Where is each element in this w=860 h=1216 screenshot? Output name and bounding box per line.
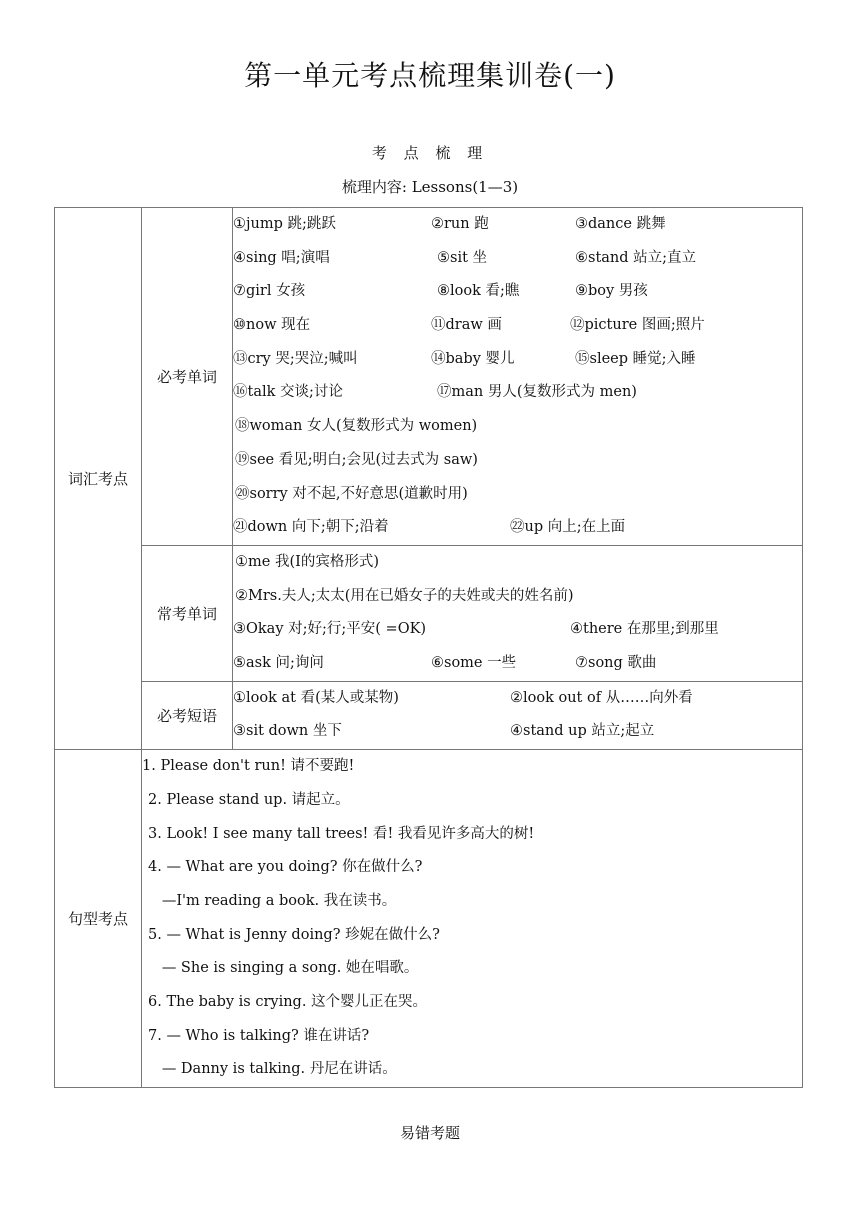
word-row (233, 376, 802, 410)
sentence-line: — She is singing a song. 她在唱歌。 (148, 960, 419, 977)
word-row (233, 309, 802, 343)
required-phrases-label: 必考短语 (142, 681, 233, 749)
word-row (233, 444, 802, 478)
sentence-line: — Danny is talking. 丹尼在讲话。 (148, 1061, 397, 1078)
word-row (233, 647, 802, 681)
section-heading-mistakes: 易错考题 (399, 1124, 460, 1142)
phrase-row (233, 682, 802, 716)
word-item: ㉑down 向下;朝下;沿着 (233, 519, 389, 536)
word-item: ①me 我(Ⅰ的宾格形式) (235, 554, 379, 570)
phrase-row (233, 715, 802, 749)
word-item: ⑭baby 婴儿 (431, 350, 515, 367)
word-item: ⑯talk 交谈;讨论 (233, 384, 343, 401)
word-row (233, 208, 802, 242)
word-item: ㉒up 向上;在上面 (510, 519, 626, 536)
word-row (233, 410, 802, 444)
word-item: ⑫picture 图画;照片 (570, 317, 705, 334)
word-item: ⑱woman 女人(复数形式为 women) (235, 418, 478, 435)
word-row (233, 580, 802, 614)
word-row (233, 242, 802, 276)
word-item: ④there 在那里;到那里 (570, 621, 719, 638)
sentence-line: 2. Please stand up. 请起立。 (148, 791, 350, 808)
word-item: ⑩now 现在 (233, 317, 311, 334)
word-item: ⑲see 看见;明白;会见(过去式为 saw) (235, 451, 478, 468)
word-row (233, 478, 802, 512)
word-item: ⑮sleep 睡觉;入睡 (575, 350, 696, 367)
review-table (54, 207, 803, 1088)
sentence-line: 7. — Who is talking? 谁在讲话? (148, 1027, 370, 1044)
word-item: ⑨boy 男孩 (575, 283, 648, 300)
phrase-item: ②look out of 从……向外看 (510, 689, 693, 706)
word-item: ③Okay 对;好;行;平安( =OK) (233, 621, 427, 638)
word-row (233, 613, 802, 647)
word-item: ⑳sorry 对不起,不好意思(道歉时用) (235, 485, 468, 502)
phrase-item: ③sit down 坐下 (233, 723, 342, 740)
required-phrases-cell (233, 681, 803, 749)
word-row (233, 275, 802, 309)
sentence-line: 1. Please don't run! 请不要跑! (142, 758, 355, 775)
word-row (233, 511, 802, 545)
sentence-line: 6. The baby is crying. 这个婴儿正在哭。 (148, 993, 428, 1010)
sentence-category: 句型考点 (55, 750, 142, 1088)
word-item: ⑧look 看;瞧 (437, 283, 520, 300)
word-item: ④sing 唱;演唱 (233, 249, 330, 266)
word-row (233, 343, 802, 377)
word-item: ⑬cry 哭;哭泣;喊叫 (233, 350, 358, 367)
word-item: ⑦song 歌曲 (575, 655, 657, 672)
sentence-line: 5. — What is Jenny doing? 珍妮在做什么? (148, 926, 440, 943)
sentence-cell (142, 750, 803, 1088)
required-words-cell (233, 208, 803, 546)
word-item: ②run 跑 (431, 216, 489, 232)
sentence-line: 3. Look! I see many tall trees! 看! 我看见许多高大的树! (148, 825, 535, 842)
word-item: ⑤ask 问;询问 (233, 655, 324, 672)
phrase-item: ④stand up 站立;起立 (510, 723, 655, 740)
word-item: ⑥stand 站立;直立 (575, 249, 697, 266)
word-item: ②Mrs.夫人;太太(用在已婚女子的夫姓或夫的姓名前) (235, 587, 574, 604)
review-scope: 梳理内容: Lessons(1—3) (341, 178, 519, 196)
required-words-label: 必考单词 (142, 208, 233, 546)
common-words-cell (233, 546, 803, 682)
section-heading: 考 点 梳 理 (371, 144, 489, 162)
sentence-line: —I'm reading a book. 我在读书。 (148, 892, 397, 909)
word-item: ⑰man 男人(复数形式为 men) (437, 384, 637, 401)
word-item: ⑦girl 女孩 (233, 283, 306, 300)
phrase-item: ①look at 看(某人或某物) (233, 689, 399, 706)
word-item: ①jump 跳;跳跃 (233, 216, 336, 232)
word-row (233, 546, 802, 580)
vocab-category: 词汇考点 (55, 208, 142, 750)
word-item: ⑤sit 坐 (437, 249, 488, 266)
page-title: 第一单元考点梳理集训卷(一) (244, 59, 616, 92)
word-item: ③dance 跳舞 (575, 216, 666, 232)
sentence-line: 4. — What are you doing? 你在做什么? (148, 859, 423, 876)
common-words-label: 常考单词 (142, 546, 233, 682)
word-item: ⑪draw 画 (431, 317, 502, 334)
word-item: ⑥some 一些 (431, 655, 517, 672)
